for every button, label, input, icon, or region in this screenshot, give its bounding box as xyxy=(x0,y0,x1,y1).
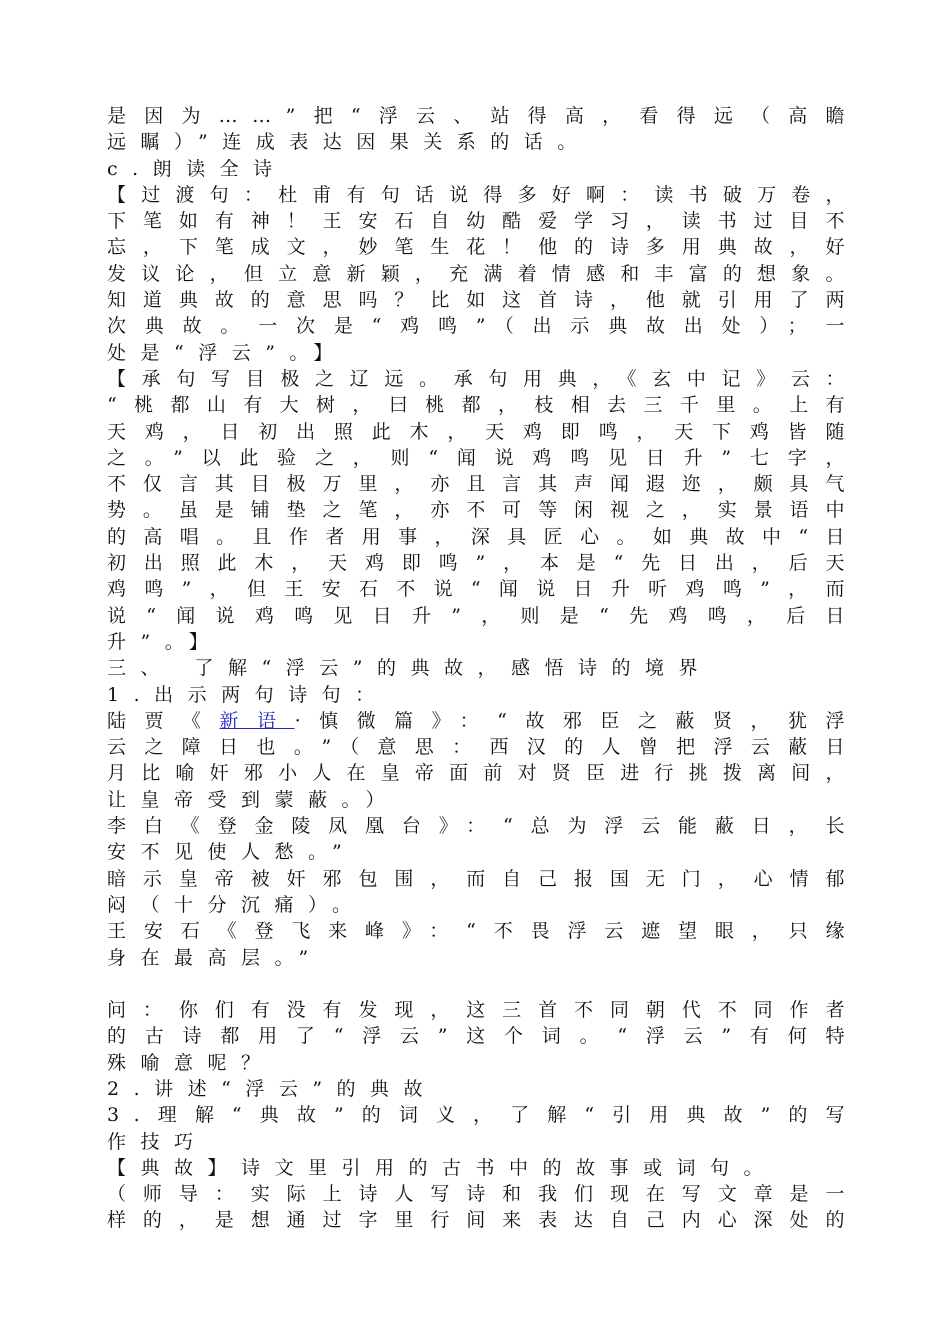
text-line: 次典故。一次是“鸡鸣”（出示典故出处）；一 xyxy=(107,315,859,338)
text-line: 鸡鸣”，但王安石不说“闻说日升听鸡鸣”，而 xyxy=(107,578,859,601)
text-line: 云之障日也。”（意思：西汉的人曾把浮云蔽日 xyxy=(107,736,859,759)
text-line: 之。”以此验之，则“闻说鸡鸣见日升”七字， xyxy=(107,446,859,469)
text-line: 李白《登金陵凤凰台》：“总为浮云能蔽日，长 xyxy=(107,815,859,838)
paragraph-li-bai-quote xyxy=(107,813,859,866)
text-line: 知道典故的意思吗？比如这首诗，他就引用了两 xyxy=(107,289,859,312)
paragraph-implication xyxy=(107,866,859,919)
text-fragment: ·慎微篇》：“故邪臣之蔽贤，犹浮 xyxy=(294,709,859,732)
text-line: 作技巧 xyxy=(107,1130,208,1153)
text-line: 远瞩）”连成表达因果关系的话。 xyxy=(107,131,591,154)
text-line: 下笔如有神！王安石自幼酷爱学习，读书过目不 xyxy=(107,210,859,233)
blank-line xyxy=(107,971,859,997)
text-line: 3.理解“典故”的词义，了解“引用典故”的写 xyxy=(107,1104,859,1127)
paragraph-step-2 xyxy=(107,1076,859,1102)
text-line xyxy=(107,708,859,734)
paragraph-wang-anshi-quote xyxy=(107,918,859,971)
text-line: 处是“浮云”。】 xyxy=(107,341,347,364)
text-line: 【过渡句：杜甫有句话说得多好啊：读书破万卷， xyxy=(107,183,859,206)
text-line: 身在最高层。” xyxy=(107,946,323,969)
text-line: 发议论，但立意新颖，充满着情感和丰富的想象。 xyxy=(107,262,859,285)
text-line: 2.讲述“浮云”的典故 xyxy=(107,1077,438,1100)
paragraph-recap xyxy=(107,103,859,156)
text-line: 【典故】诗文里引用的古书中的故事或词句。 xyxy=(107,1156,778,1179)
text-fragment: 陆贾《 xyxy=(107,709,220,732)
xinyu-link[interactable]: 新语 xyxy=(219,709,295,732)
text-line: 的高唱。且作者用事，深具匠心。如典故中“日 xyxy=(107,525,859,548)
text-line: 1.出示两句诗句： xyxy=(107,683,389,706)
text-line: 样的，是想通过字里行间来表达自己内心深处的 xyxy=(107,1209,859,1232)
text-line: 是因为……”把“浮云、站得高，看得远（高瞻 xyxy=(107,105,859,127)
text-line: 初出照此木，天鸡即鸣”，本是“先日出，后天 xyxy=(107,552,859,575)
text-line: 闷（十分沉痛）。 xyxy=(107,893,366,916)
document-body xyxy=(107,103,859,1234)
text-line: 势。虽是铺垫之笔，亦不可等闲视之，实景语中 xyxy=(107,499,859,522)
text-line: 王安石《登飞来峰》：“不畏浮云遮望眼，只缘 xyxy=(107,920,859,943)
text-line: c.朗读全诗 xyxy=(107,157,287,180)
paragraph-allusion-analysis xyxy=(107,366,859,655)
paragraph-lu-jia-quote xyxy=(107,708,859,813)
text-line: 忘，下笔成文，妙笔生花！他的诗多用典故，好 xyxy=(107,236,859,259)
text-line: 让皇帝受到蒙蔽。） xyxy=(107,788,400,811)
section-heading xyxy=(107,655,859,681)
text-line: 问：你们有没有发现，这三首不同朝代不同作者 xyxy=(107,999,859,1022)
text-line: 【承句写目极之辽远。承句用典，《玄中记》云： xyxy=(107,367,859,390)
text-line: 暗示皇帝被奸邪包围，而自己报国无门，心情郁 xyxy=(107,867,859,890)
text-line: 殊喻意呢？ xyxy=(107,1051,275,1074)
text-line: 升”。】 xyxy=(107,630,223,653)
text-line: “桃都山有大树，曰桃都，枝相去三千里。上有 xyxy=(107,394,859,417)
paragraph-definition xyxy=(107,1155,859,1181)
paragraph-read-aloud xyxy=(107,156,859,182)
paragraph-step-3 xyxy=(107,1102,859,1155)
text-line: 的古诗都用了“浮云”这个词。“浮云”有何特 xyxy=(107,1025,859,1048)
text-line: 说“闻说鸡鸣见日升”，则是“先鸡鸣，后日 xyxy=(107,604,859,627)
paragraph-step-1 xyxy=(107,682,859,708)
text-line: 安不见使人愁。” xyxy=(107,841,357,864)
paragraph-transition xyxy=(107,182,859,366)
text-line: （师导：实际上诗人写诗和我们现在写文章是一 xyxy=(107,1183,859,1206)
text-line: 三、 了解“浮云”的典故，感悟诗的境界 xyxy=(107,657,712,680)
paragraph-question xyxy=(107,997,859,1076)
text-line: 不仅言其目极万里，亦且言其声闻遐迩，颇具气 xyxy=(107,473,859,496)
paragraph-teacher-guide xyxy=(107,1181,859,1234)
text-line: 天鸡，日初出照此木，天鸡即鸣，天下鸡皆随 xyxy=(107,420,859,443)
text-line: 月比喻奸邪小人在皇帝面前对贤臣进行挑拨离间， xyxy=(107,762,859,785)
